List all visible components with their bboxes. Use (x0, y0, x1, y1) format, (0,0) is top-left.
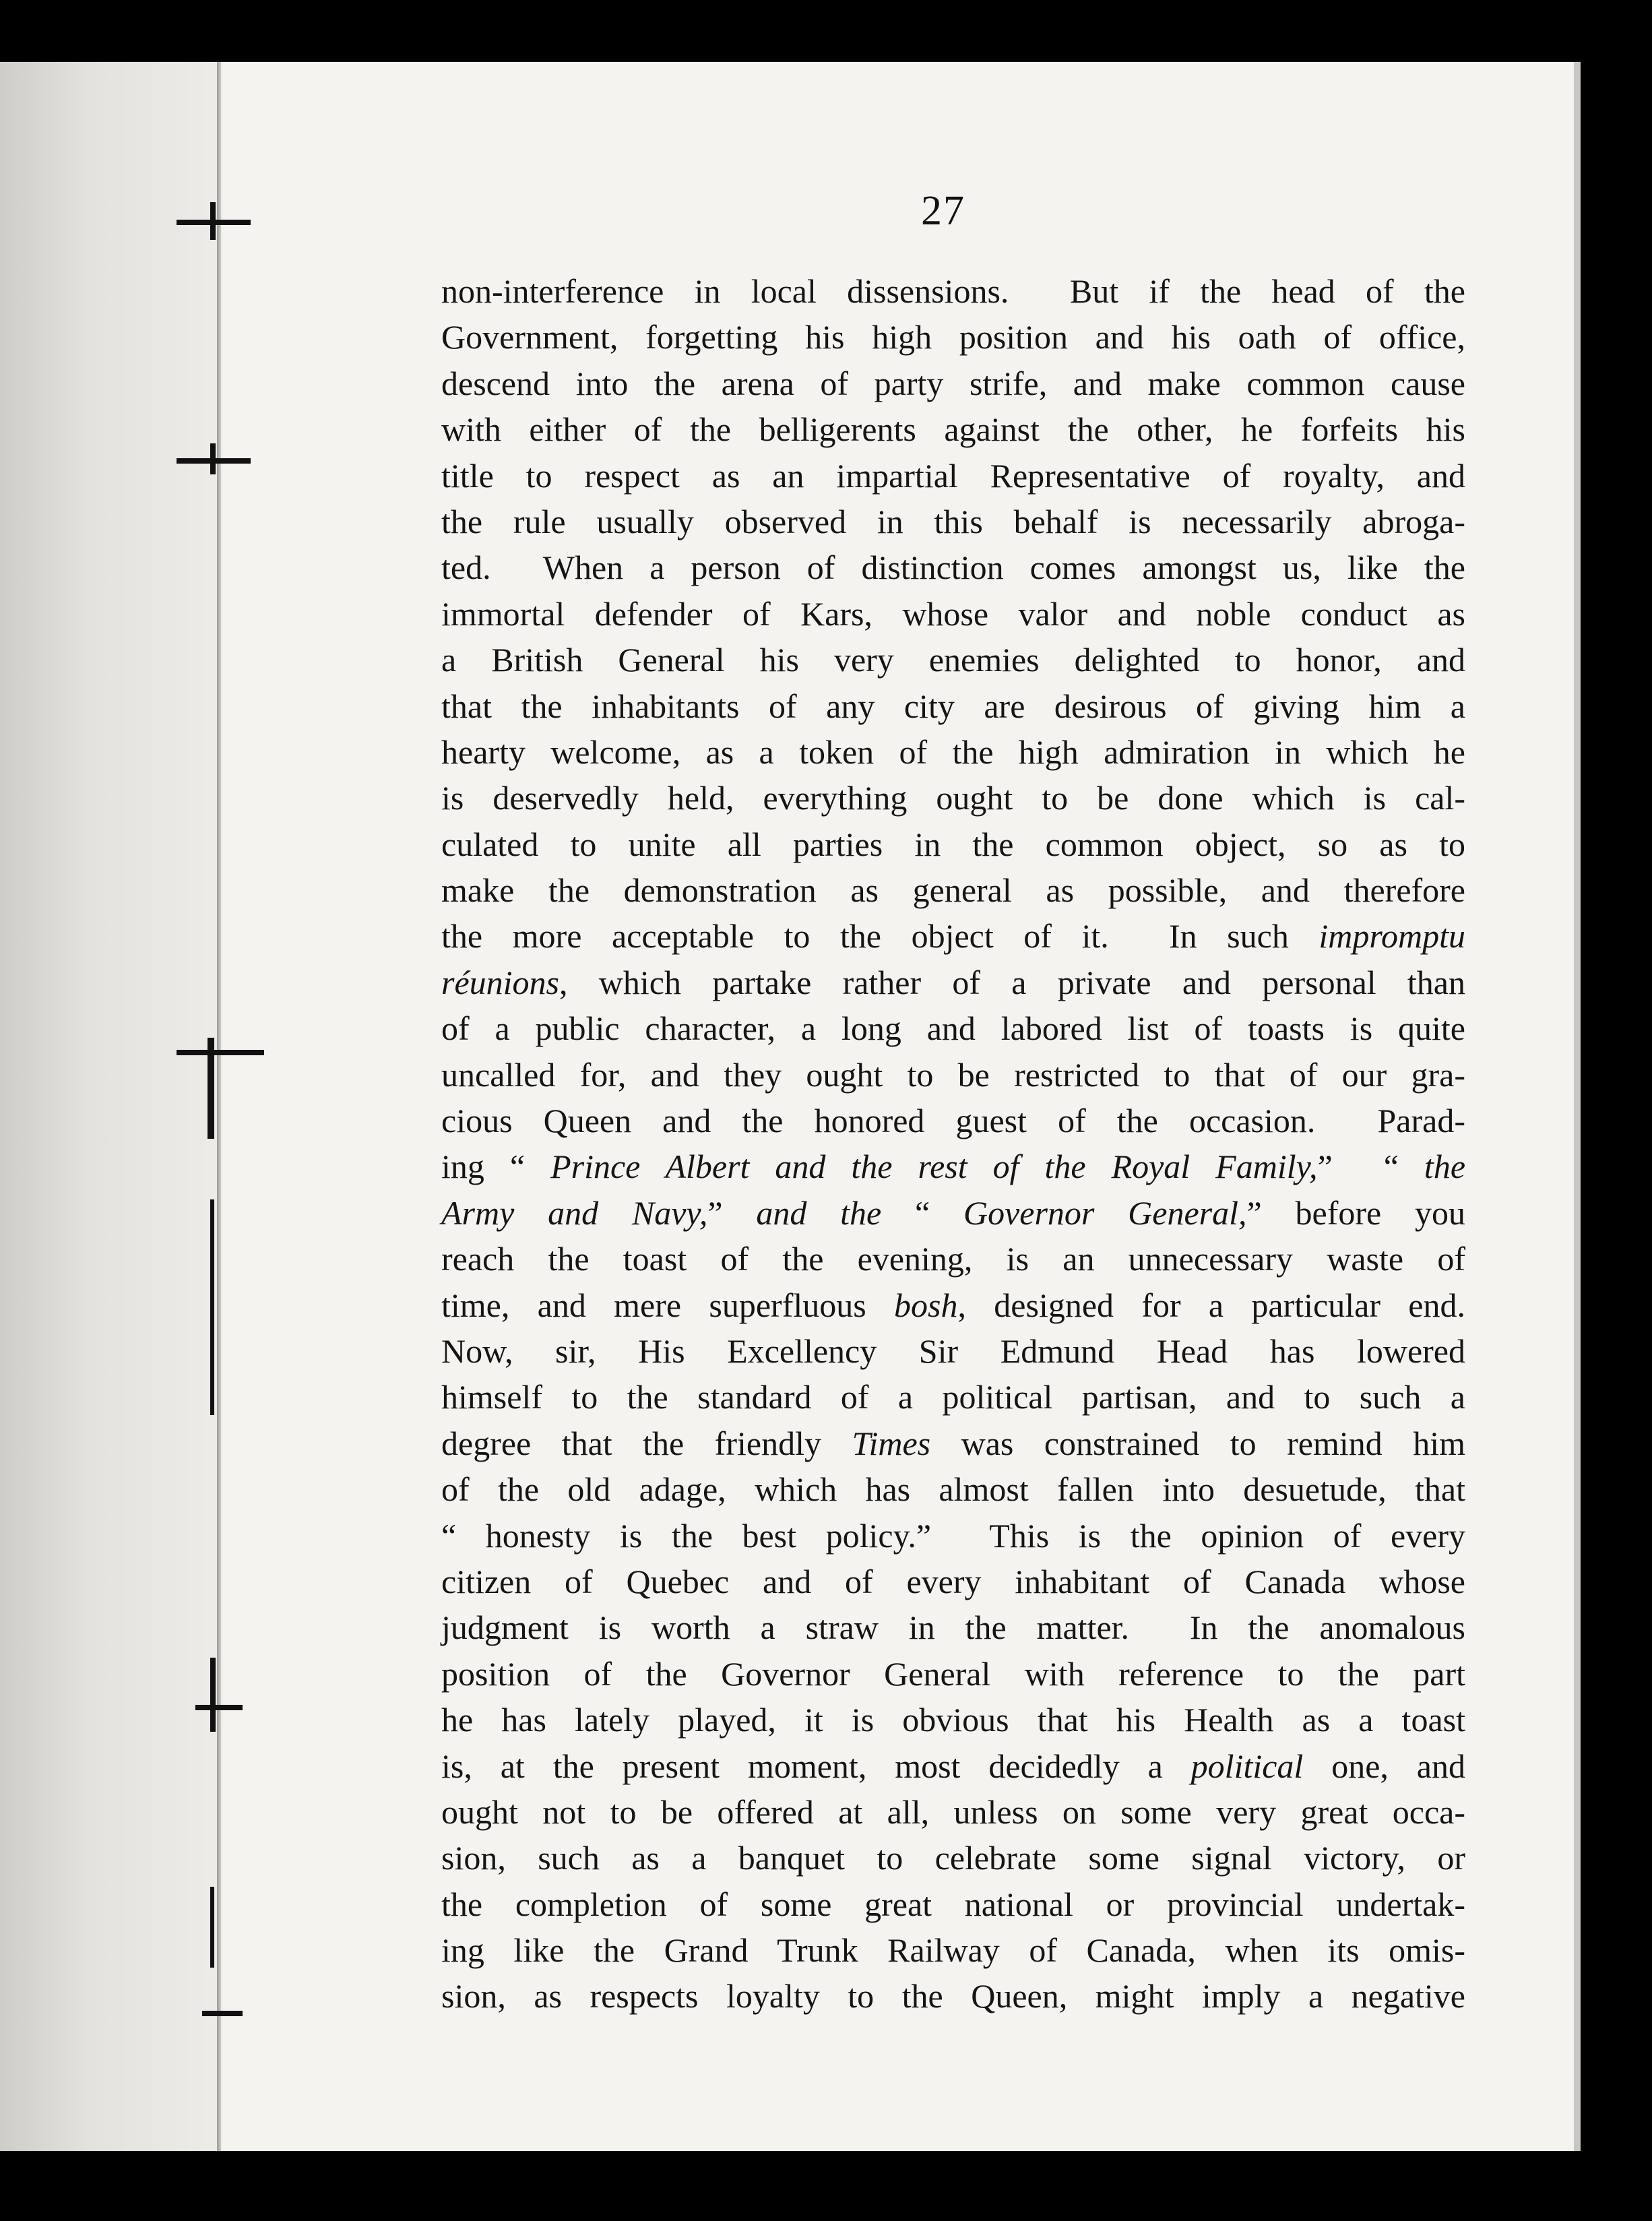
text-run: a British General his very enemies delighted to honor, and (441, 641, 1465, 679)
text-run: degree that the friendly (441, 1424, 852, 1462)
text-run: make the demonstration as general as possible, and therefore (441, 871, 1465, 910)
text-run: ” before you (1246, 1193, 1465, 1232)
italic-text: Army and Navy, (441, 1193, 708, 1232)
binding-stitch (210, 443, 216, 474)
binding-stitch (210, 1658, 216, 1732)
text-line (441, 1052, 1465, 1098)
text-line (441, 1513, 1465, 1559)
text-run: of a public character, a long and labored list of toasts is quite (441, 1009, 1465, 1048)
binding-stitch (208, 1038, 214, 1139)
text-run: the rule usually observed in this behalf is necessarily abroga- (441, 502, 1465, 540)
text-run: is deservedly held, everything ought to be done which is cal- (441, 779, 1465, 817)
text-run: sion, as respects loyalty to the Queen, might imply a negative (441, 1977, 1465, 2015)
text-line (441, 1835, 1465, 1881)
binding-stitch (210, 202, 216, 240)
italic-text: réunions (441, 963, 559, 1001)
text-run: sion, such as a banquet to celebrate some signal victory, or (441, 1839, 1465, 1877)
text-run: immortal defender of Kars, whose valor and noble conduct as (441, 594, 1465, 633)
text-line (441, 1466, 1465, 1512)
text-run: culated to unite all parties in the common object, so as to (441, 825, 1465, 863)
text-line (441, 867, 1465, 913)
binding-stitch (177, 1050, 264, 1055)
text-run: ought not to be offered at all, unless on some very great occa- (441, 1792, 1465, 1831)
text-run: ted. When a person of distinction comes amongst us, like the (441, 549, 1465, 587)
text-line (441, 1743, 1465, 1789)
text-run: ” “ (1317, 1148, 1424, 1186)
text-run: he has lately played, it is obvious that his Health as a toast (441, 1701, 1465, 1739)
text-run: himself to the standard of a political partisan, and to such a (441, 1378, 1465, 1416)
text-line (441, 775, 1465, 821)
text-line (441, 1789, 1465, 1835)
text-line (441, 1697, 1465, 1743)
text-run: non-interference in local dissensions. But if the head of the (441, 272, 1465, 310)
text-run: , designed for a particular end. (957, 1286, 1465, 1324)
text-line (441, 1604, 1465, 1650)
text-line (441, 453, 1465, 499)
text-run: ing “ (441, 1148, 551, 1186)
text-run: “ (881, 1193, 963, 1232)
text-run: Now, sir, His Excellency Sir Edmund Head has lowered (441, 1332, 1465, 1370)
text-run: cious Queen and the honored guest of the occasion. Parad- (441, 1102, 1465, 1140)
text-line (441, 913, 1465, 959)
text-line (441, 1374, 1465, 1420)
text-line (441, 1005, 1465, 1051)
text-run: time, and mere superfluous (441, 1286, 895, 1324)
text-run: reach the toast of the evening, is an unnecessary waste of (441, 1240, 1465, 1278)
text-run: , which partake rather of a private and personal than (559, 963, 1465, 1001)
text-line (441, 1236, 1465, 1282)
body-text (441, 268, 1465, 2020)
text-line (441, 1098, 1465, 1144)
text-run: judgment is worth a straw in the matter. In the anomalous (441, 1608, 1465, 1647)
italic-text: the (1424, 1148, 1466, 1186)
text-line (441, 1927, 1465, 1973)
binding-spine (217, 62, 221, 2151)
text-line (441, 1651, 1465, 1697)
text-run: the completion of some great national or provincial undertak- (441, 1885, 1465, 1923)
text-run: uncalled for, and they ought to be restricted to that of our gra- (441, 1055, 1465, 1094)
text-line (441, 1190, 1465, 1236)
text-line (441, 499, 1465, 544)
text-line (441, 544, 1465, 590)
text-line (441, 361, 1465, 406)
text-line (441, 1328, 1465, 1374)
binding-stitch (202, 2011, 243, 2016)
text-run: of the old adage, which has almost fallen into desuetude, that (441, 1470, 1465, 1509)
page-number: 27 (921, 188, 965, 234)
text-run: with either of the belligerents against the other, he forfeits his (441, 410, 1465, 449)
text-line (441, 591, 1465, 637)
text-run: one, and (1303, 1747, 1465, 1785)
page-gutter (0, 62, 222, 2151)
text-line (441, 1559, 1465, 1604)
text-run: that the inhabitants of any city are desirous of giving him a (441, 687, 1465, 725)
text-line (441, 960, 1465, 1005)
text-run: the more acceptable to the object of it. In such (441, 917, 1319, 956)
text-run: citizen of Quebec and of every inhabitant of Canada whose (441, 1562, 1465, 1600)
text-run: Government, forgetting his high position and his oath of office, (441, 318, 1465, 356)
text-run: title to respect as an impartial Representative of royalty, and (441, 456, 1465, 495)
text-line (441, 1144, 1465, 1189)
text-line (441, 729, 1465, 775)
binding-stitch (210, 1199, 214, 1415)
text-line (441, 1881, 1465, 1927)
text-line (441, 314, 1465, 360)
italic-text: political (1190, 1747, 1304, 1785)
text-run: hearty welcome, as a token of the high admiration in which he (441, 732, 1465, 771)
text-line (441, 637, 1465, 683)
text-run: “ honesty is the best policy.” This is the opinion of every (441, 1516, 1465, 1555)
text-line (441, 1420, 1465, 1466)
binding-stitch (210, 1887, 214, 1968)
text-line (441, 1282, 1465, 1328)
text-line (441, 268, 1465, 314)
text-run: was constrained to remind him (930, 1424, 1465, 1462)
italic-text: Governor General, (963, 1193, 1247, 1232)
italic-text: and the (756, 1193, 882, 1232)
binding-stitch (195, 1705, 243, 1710)
text-line (441, 683, 1465, 729)
text-run: is, at the present moment, most decidedly a (441, 1747, 1191, 1785)
text-run: descend into the arena of party strife, and make common cause (441, 364, 1465, 402)
text-line (441, 821, 1465, 867)
italic-text: Times (852, 1424, 931, 1462)
text-run: ” (707, 1193, 757, 1232)
text-run: ing like the Grand Trunk Railway of Canada, when its omis- (441, 1931, 1465, 1970)
text-run: position of the Governor General with reference to the part (441, 1654, 1465, 1693)
italic-text: bosh (894, 1286, 958, 1324)
page-edge (1574, 62, 1581, 2151)
text-line (441, 1973, 1465, 2019)
italic-text: Prince Albert and the rest of the Royal Family, (550, 1148, 1318, 1186)
italic-text: impromptu (1319, 917, 1465, 956)
text-line (441, 406, 1465, 452)
